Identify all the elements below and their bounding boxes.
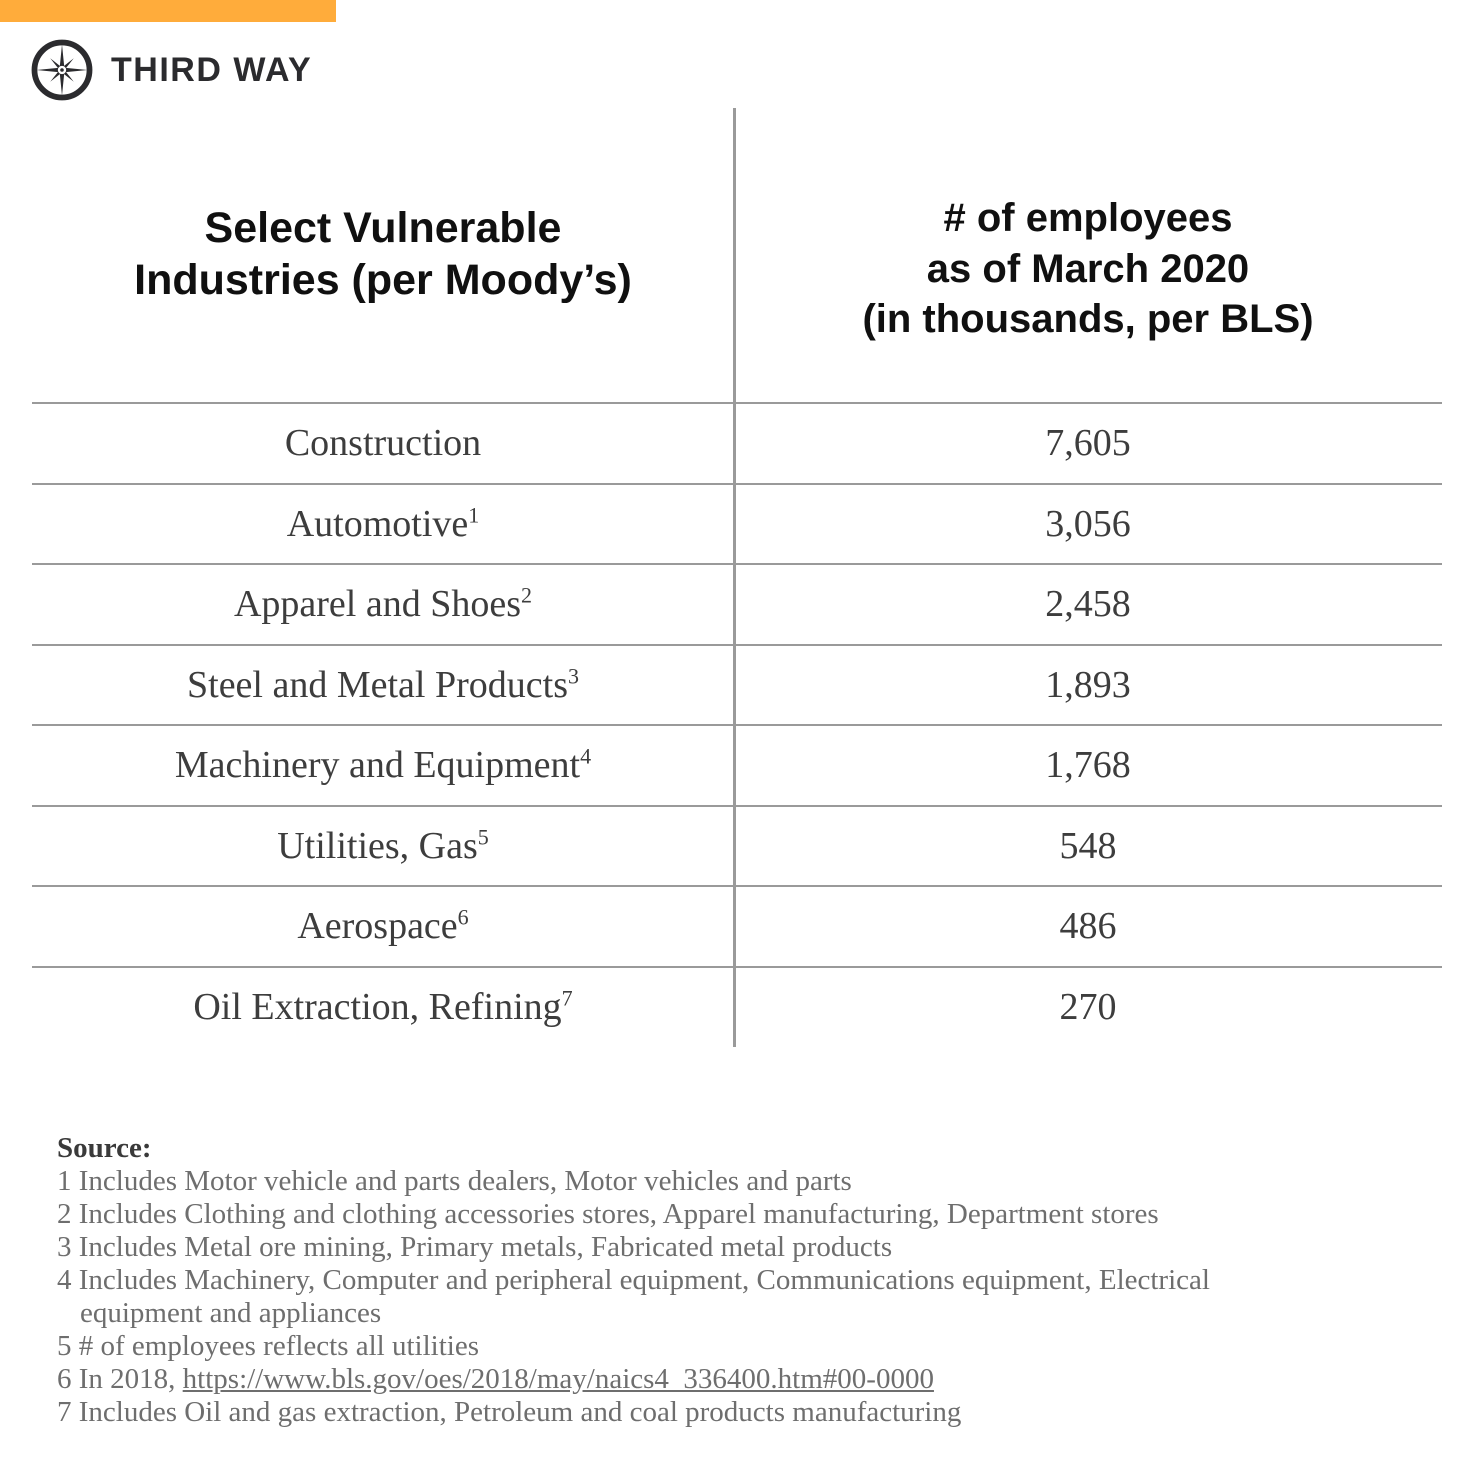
industry-cell: Aerospace$^6$ <box>297 904 469 948</box>
table-row <box>32 563 1442 644</box>
column-header-industries-line1: Select Vulnerable <box>204 204 562 253</box>
column-header-industries <box>32 108 734 402</box>
footnote-ref: 5 <box>477 824 489 850</box>
industry-cell: Steel and Metal Products$^3$ <box>187 663 579 706</box>
industry-cell: Apparel and Shoes$^2$ <box>233 582 533 626</box>
source-label: Source: <box>57 1132 152 1164</box>
table-row <box>32 483 1442 564</box>
table-row <box>32 644 1442 725</box>
source-footnote: 7 Includes Oil and gas extraction, Petroleum and coal products manufacturing <box>57 1396 962 1428</box>
column-header-employees-line2: as of March 2020 <box>926 246 1250 291</box>
table-row <box>32 724 1442 805</box>
employees-cell: 2,458 <box>1045 583 1131 626</box>
source-footnote: 3 Includes Metal ore mining, Primary metals, Fabricated metal products <box>57 1231 893 1263</box>
employees-cell: 3,056 <box>1045 502 1131 545</box>
employees-cell: 1,893 <box>1045 663 1131 706</box>
brand-header <box>30 38 312 102</box>
bls-link[interactable]: https://www.bls.gov/oes/2018/may/naics4_336400.htm#00-0000 <box>182 1363 934 1395</box>
industry-cell: Construction <box>284 422 482 465</box>
source-footnote: 1 Includes Motor vehicle and parts dealers, Motor vehicles and parts <box>57 1165 852 1197</box>
table-row <box>32 885 1442 966</box>
footnote-ref: 4 <box>580 743 592 769</box>
source-footnote: 2 Includes Clothing and clothing accessories stores, Apparel manufacturing, Department stores <box>57 1198 1159 1230</box>
footnote-ref: 2 <box>521 582 533 608</box>
employees-cell: 270 <box>1059 985 1117 1028</box>
footnote-list <box>57 1165 1327 1429</box>
footnote-ref: 7 <box>561 985 573 1011</box>
industry-cell: Oil Extraction, Refining$^7$ <box>193 985 573 1028</box>
table-row <box>32 966 1442 1047</box>
employees-cell: 7,605 <box>1045 422 1131 465</box>
column-header-employees-line1: # of employees <box>943 196 1233 241</box>
footnote-ref: 3 <box>567 663 579 689</box>
source-footnote: 6 In 2018, https://www.bls.gov/oes/2018/may/naics4_336400.htm#00-0000 <box>57 1363 934 1395</box>
industries-table <box>32 108 1442 1046</box>
industry-cell: Utilities, Gas$^5$ <box>277 824 489 867</box>
table-body <box>32 402 1442 1046</box>
column-header-employees <box>734 122 1442 416</box>
employees-cell: 548 <box>1059 824 1117 867</box>
brand-name: THIRD WAY <box>111 50 313 89</box>
compass-star-icon <box>30 38 94 102</box>
source-footnote: 4 Includes Machinery, Computer and peripheral equipment, Communications equipment, Electrical equipment and appliances <box>57 1264 1210 1329</box>
employees-cell: 1,768 <box>1045 744 1131 787</box>
top-accent-bar <box>0 0 336 22</box>
employees-cell: 486 <box>1059 905 1117 948</box>
column-header-industries-line2: Industries (per Moody’s) <box>134 256 632 304</box>
source-footnote: 5 # of employees reflects all utilities <box>57 1330 479 1362</box>
footnote-ref: 6 <box>457 904 469 930</box>
table-row <box>32 805 1442 886</box>
industry-cell: Machinery and Equipment$^4$ <box>174 743 592 787</box>
footnote-ref: 1 <box>468 502 480 528</box>
table-header-row <box>32 108 1442 402</box>
column-header-employees-line3: (in thousands, per BLS) <box>862 297 1314 342</box>
source-section <box>57 1132 1327 1429</box>
industry-cell: Automotive$^1$ <box>286 502 480 545</box>
